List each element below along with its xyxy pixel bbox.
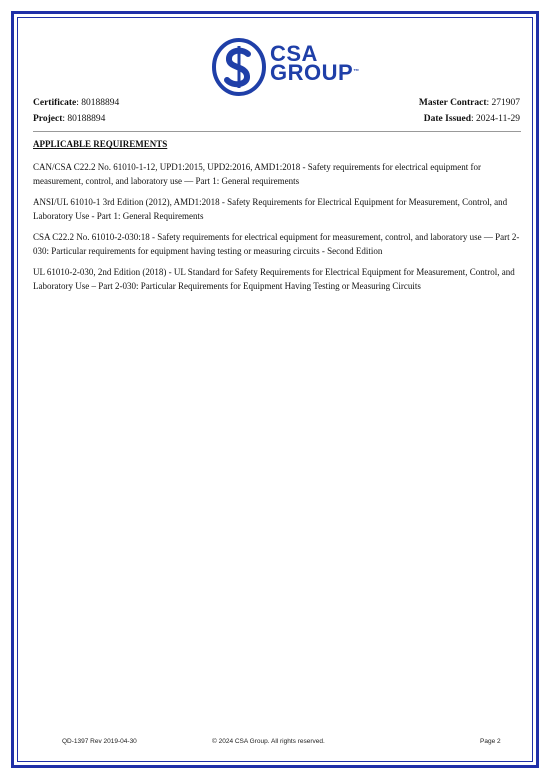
requirement-item: ANSI/UL 61010-1 3rd Edition (2012), AMD1:2018 - Safety Requirements for Electrical Equipment for Measurement, Control, and Laboratory Use - Part 1: General Requirements <box>33 197 508 221</box>
project-line <box>33 114 105 124</box>
logo-wordmark <box>270 41 360 85</box>
date-issued-value: : 2024-11-29 <box>471 114 520 124</box>
requirement-item: UL 61010-2-030, 2nd Edition (2018) - UL Standard for Safety Requirements for Electrical Equipment for Measurement, Control, and Laboratory Use – Part 2-030: Particular Requirements for Equipment Having Testing or Measuring Circuits <box>33 267 515 291</box>
csa-group-logo <box>212 38 360 98</box>
master-contract-number: : 271907 <box>486 98 520 108</box>
master-contract-line <box>419 98 520 108</box>
page-border-inner <box>17 17 533 762</box>
logo-word-group-text: GROUP <box>270 60 354 85</box>
project-number: : 80188894 <box>62 114 106 124</box>
date-issued-label: Date Issued <box>423 114 471 124</box>
certificate-line <box>33 98 119 108</box>
header-divider <box>33 131 521 132</box>
footer-form-id: QD-1397 Rev 2019-04-30 <box>62 738 137 745</box>
certificate-label: Certificate <box>33 98 77 108</box>
section-title: APPLICABLE REQUIREMENTS <box>33 139 168 149</box>
certificate-number: : 80188894 <box>76 98 120 108</box>
date-issued-line <box>424 114 520 124</box>
requirement-item: CAN/CSA C22.2 No. 61010-1-12, UPD1:2015, UPD2:2016, AMD1:2018 - Safety requirements for electrical equipment for measurement, control, and laboratory use — Part 1: General requirements <box>33 162 481 186</box>
trademark-symbol: ™ <box>353 69 360 75</box>
logo-word-group <box>270 60 360 85</box>
logo-word-csa: CSA <box>270 41 318 66</box>
project-label: Project <box>33 114 63 124</box>
requirements-list <box>33 160 523 300</box>
csa-mark-icon <box>212 38 266 96</box>
footer-page-number: Page 2 <box>480 738 501 745</box>
master-contract-label: Master Contract <box>418 98 487 108</box>
footer-copyright: © 2024 CSA Group. All rights reserved. <box>212 738 325 745</box>
requirement-item: CSA C22.2 No. 61010-2-030:18 - Safety requirements for electrical equipment for measurement, control, and laboratory use — Part 2-030: Particular requirements for equipment having testing or measuring circuits - Second Edition <box>33 232 520 256</box>
